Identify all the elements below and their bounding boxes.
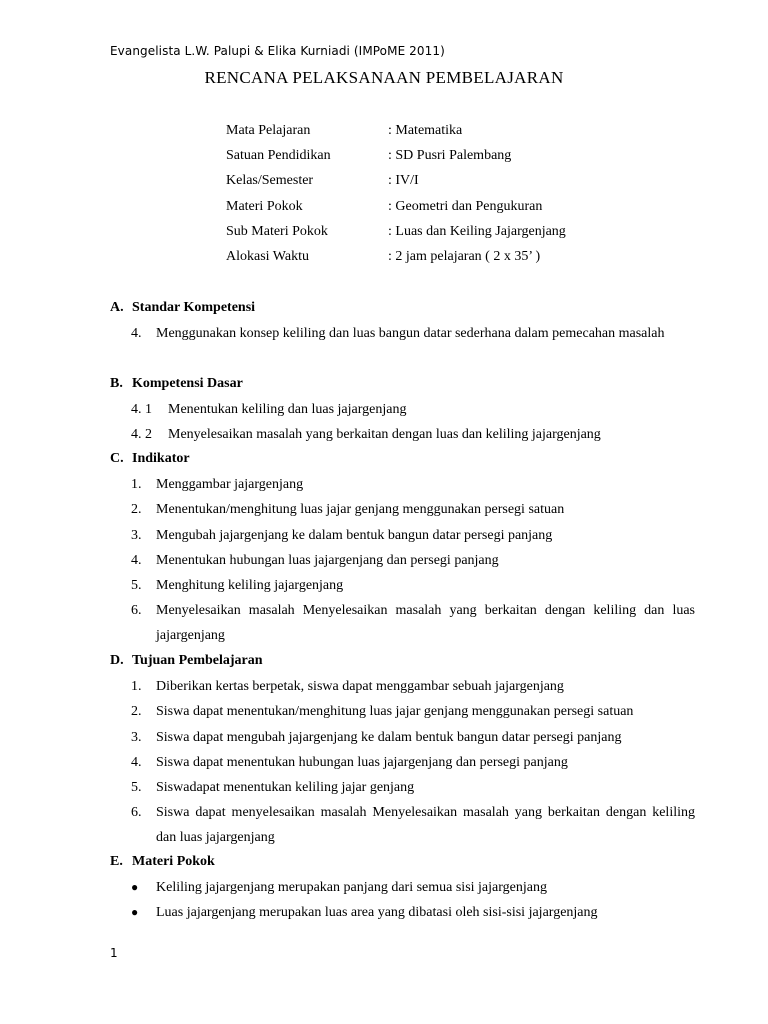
item-text: Menyelesaikan masalah Menyelesaikan masalah yang berkaitan dengan keliling dan luas jajargenjang (156, 603, 695, 644)
list-item (110, 750, 695, 775)
bullet-icon: ● (131, 880, 139, 895)
item-text: Menentukan hubungan luas jajargenjang dan persegi panjang (156, 552, 499, 568)
list-item (110, 321, 695, 346)
list-item (110, 725, 695, 750)
item-number: 2. (131, 704, 142, 720)
item-text: Menghitung keliling jajargenjang (156, 578, 344, 593)
list-item (110, 497, 695, 522)
identity-row (226, 173, 566, 198)
item-number: 2. (131, 502, 142, 518)
item-number: 5. (131, 780, 142, 795)
section-letter: E. (110, 854, 123, 869)
identity-label: Alokasi Waktu (226, 248, 309, 264)
running-header: Evangelista L.W. Palupi & Elika Kurniadi (IMPoME 2011) (110, 44, 445, 58)
identity-row (226, 249, 566, 274)
bullet-text: Luas jajargenjang merupakan luas area yang dibatasi oleh sisi-sisi jajargenjang (156, 905, 598, 921)
item-text: Siswa dapat mengubah jajargenjang ke dalam bentuk bangun datar persegi panjang (156, 729, 622, 745)
section-letter: B. (110, 376, 123, 391)
identity-label: Mata Pelajaran (226, 123, 311, 138)
section-title: Kompetensi Dasar (132, 376, 243, 391)
item-text: Menyelesaikan masalah yang berkaitan dengan luas dan keliling jajargenjang (168, 427, 601, 443)
item-number: 3. (131, 527, 142, 543)
item-text: Siswadapat menentukan keliling jajar genjang (156, 780, 415, 795)
item-number: 4. 2 (131, 427, 152, 443)
identity-label: Materi Pokok (226, 198, 303, 214)
item-text: Menentukan/menghitung luas jajar genjang menggunakan persegi satuan (156, 502, 565, 518)
section-tujuan-pembelajaran (110, 653, 695, 851)
section-kompetensi-dasar (110, 376, 695, 448)
item-number: 3. (131, 729, 142, 745)
item-number: 1. (131, 477, 142, 493)
list-item (110, 775, 695, 800)
identity-value: : SD Pusri Palembang (388, 148, 512, 164)
identity-row (226, 224, 566, 249)
item-number: 6. (131, 805, 142, 821)
identity-row (226, 199, 566, 224)
item-number: 4. (131, 326, 142, 342)
section-materi-pokok (110, 854, 695, 926)
item-text: Siswa dapat menentukan hubungan luas jajargenjang dan persegi panjang (156, 754, 568, 770)
section-letter: C. (110, 451, 124, 466)
identity-label: Kelas/Semester (226, 173, 314, 189)
list-item (110, 548, 695, 573)
list-item (110, 397, 695, 422)
identity-row (226, 123, 566, 148)
identity-table (226, 123, 566, 274)
bullet-icon: ● (131, 905, 139, 920)
identity-value: : Geometri dan Pengukuran (388, 198, 543, 214)
section-letter: A. (110, 300, 124, 315)
section-standar-kompetensi (110, 300, 695, 346)
item-text: Siswa dapat menentukan/menghitung luas jajar genjang menggunakan persegi satuan (156, 704, 634, 720)
identity-value: : 2 jam pelajaran ( 2 x 35’ ) (388, 248, 541, 264)
bullet-text: Keliling jajargenjang merupakan panjang dari semua sisi jajargenjang (156, 880, 547, 896)
item-number: 6. (131, 603, 142, 619)
item-text: Siswa dapat menyelesaikan masalah Menyelesaikan masalah yang berkaitan dengan keliling dan luas jajargenjang (156, 805, 695, 846)
item-number: 4. (131, 754, 142, 770)
section-letter: D. (110, 653, 124, 668)
item-number: 1. (131, 679, 142, 695)
identity-value: : IV/I (388, 173, 419, 189)
list-item (110, 523, 695, 548)
item-text: Mengubah jajargenjang ke dalam bentuk bangun datar persegi panjang (156, 527, 553, 543)
list-item (110, 674, 695, 699)
page-number: 1 (110, 946, 118, 960)
section-title: Materi Pokok (132, 854, 215, 869)
item-text: Diberikan kertas berpetak, siswa dapat menggambar sebuah jajargenjang (156, 679, 564, 695)
list-item (110, 422, 695, 447)
bullet-item (110, 900, 695, 925)
identity-label: Sub Materi Pokok (226, 223, 328, 239)
item-text: Menggunakan konsep keliling dan luas bangun datar sederhana dalam pemecahan masalah (156, 326, 665, 342)
list-item (110, 800, 695, 850)
item-text: Menentukan keliling dan luas jajargenjang (168, 402, 407, 418)
item-text: Menggambar jajargenjang (156, 477, 304, 493)
list-item (110, 472, 695, 497)
bullet-item (110, 875, 695, 900)
page-title: RENCANA PELAKSANAAN PEMBELAJARAN (204, 68, 564, 87)
identity-label: Satuan Pendidikan (226, 148, 331, 164)
section-title: Indikator (132, 451, 190, 466)
list-item (110, 598, 695, 648)
section-title: Standar Kompetensi (132, 300, 256, 315)
item-number: 4. 1 (131, 402, 152, 418)
identity-row (226, 148, 566, 173)
list-item (110, 573, 695, 598)
item-number: 4. (131, 552, 142, 568)
list-item (110, 699, 695, 724)
identity-value: : Matematika (388, 123, 463, 138)
identity-value: : Luas dan Keiling Jajargenjang (388, 223, 566, 239)
item-number: 5. (131, 578, 142, 593)
section-title: Tujuan Pembelajaran (132, 653, 263, 668)
section-indikator (110, 451, 695, 649)
